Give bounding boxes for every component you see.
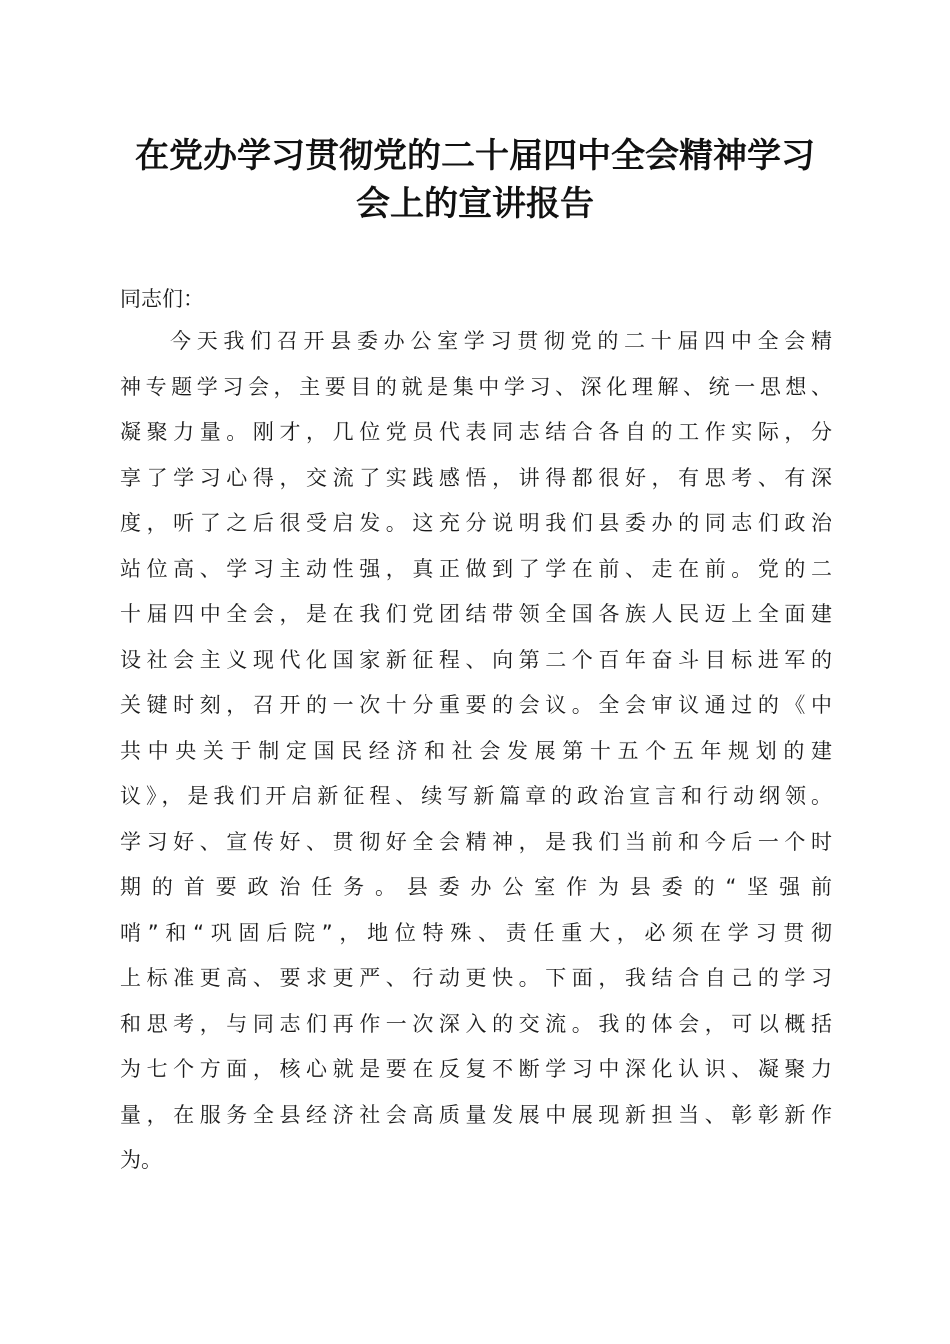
body-line: 共中央关于制定国民经济和社会发展第十五个五年规划的建	[120, 738, 832, 763]
body-paragraph	[120, 324, 832, 1189]
body-line: 神专题学习会，主要目的就是集中学习、深化理解、统一思想、	[120, 374, 832, 399]
body-line: 议》，是我们开启新征程、续写新篇章的政治宣言和行动纲领。	[120, 784, 832, 808]
body-line: 学习好、宣传好、贯彻好全会精神，是我们当前和今后一个时	[120, 829, 832, 854]
salutation: 同志们：	[120, 287, 204, 311]
body-line: 度，听了之后很受启发。这充分说明我们县委办的同志们政治	[120, 511, 832, 535]
document-title	[100, 132, 850, 228]
body-line: 十届四中全会，是在我们党团结带领全国各族人民迈上全面建	[120, 602, 832, 626]
body-line: 凝聚力量。刚才，几位党员代表同志结合各自的工作实际，分	[120, 420, 832, 444]
body-line: 上标准更高、要求更严、行动更快。下面，我结合自己的学习	[120, 966, 832, 990]
body-line: 哨”和“巩固后院”，地位特殊、责任重大，必须在学习贯彻	[120, 920, 832, 945]
body-line: 站位高、学习主动性强，真正做到了学在前、走在前。党的二	[120, 556, 832, 581]
title-line-2: 会上的宣讲报告	[356, 184, 594, 224]
body-line: 和思考，与同志们再作一次深入的交流。我的体会，可以概括	[120, 1011, 832, 1036]
body-line: 享了学习心得，交流了实践感悟，讲得都很好，有思考、有深	[120, 465, 832, 490]
body-line: 设社会主义现代化国家新征程、向第二个百年奋斗目标进军的	[120, 647, 832, 672]
body-line: 量，在服务全县经济社会高质量发展中展现新担当、彰彰新作	[120, 1102, 832, 1127]
title-line-1: 在党办学习贯彻党的二十届四中全会精神学习	[135, 136, 815, 176]
body-line: 今天我们召开县委办公室学习贯彻党的二十届四中全会精	[170, 329, 832, 353]
body-line: 期的首要政治任务。县委办公室作为县委的“坚强前	[120, 875, 832, 899]
body-line: 为七个方面，核心就是要在反复不断学习中深化认识、凝聚力	[120, 1057, 832, 1081]
body-line: 为。	[120, 1148, 162, 1172]
body-line: 关键时刻，召开的一次十分重要的会议。全会审议通过的《中	[120, 693, 832, 717]
